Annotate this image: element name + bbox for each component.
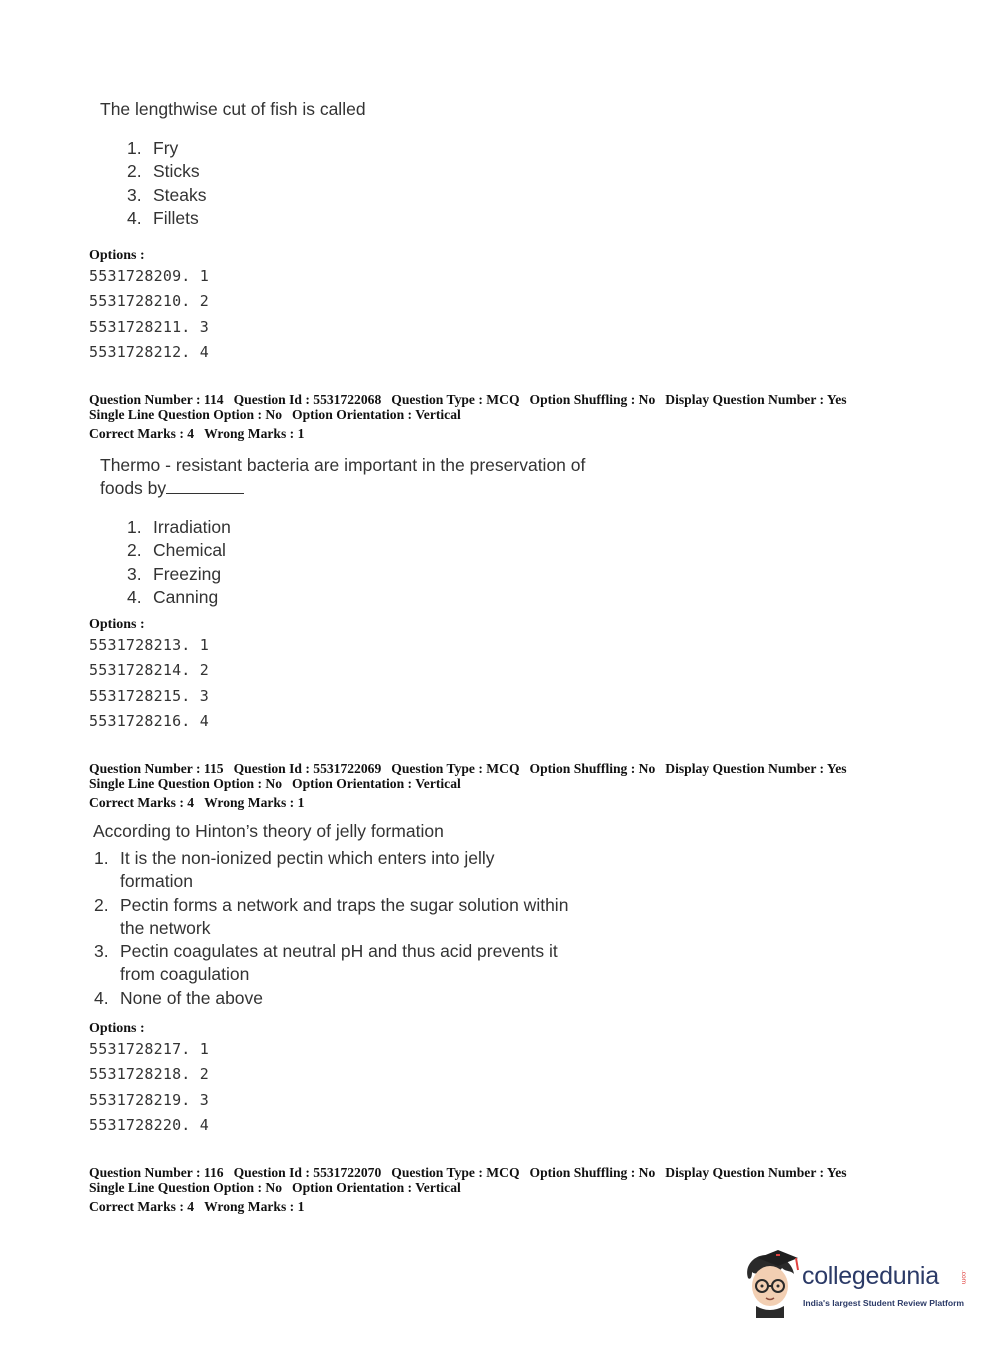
question-115-choices bbox=[94, 847, 568, 1010]
option-id: 5531728211. 3 bbox=[89, 317, 209, 336]
option-id: 5531728217. 1 bbox=[89, 1040, 209, 1058]
question-113-options bbox=[89, 264, 209, 365]
option-id: 5531728212. 4 bbox=[89, 342, 209, 361]
option-id: 5531728213. 1 bbox=[89, 636, 209, 654]
question-115-text: According to Hinton’s theory of jelly formation bbox=[93, 821, 444, 841]
choice: 2. Pectin forms a network and traps the sugar solution within the network bbox=[94, 894, 569, 938]
options-label: Options : bbox=[89, 617, 145, 632]
options-label: Options : bbox=[89, 248, 145, 263]
choice: 3. Freezing bbox=[127, 563, 222, 584]
question-113-choices bbox=[127, 137, 207, 230]
logo-tagline: India's largest Student Review Platform bbox=[803, 1298, 965, 1308]
question-116-meta: Question Number : 116 Question Id : 5531722070 Question Type : MCQ Option Shuffling : No Display Question Number : Yes Single Line Question Option : No Option Orientation : Vertical Correct Marks : 4 Wrong Marks : 1 bbox=[89, 1165, 847, 1214]
option-id: 5531728209. 1 bbox=[89, 267, 209, 285]
choice: 2. Chemical bbox=[127, 540, 226, 561]
choice: 4. Fillets bbox=[127, 207, 199, 228]
answer-blank bbox=[166, 478, 244, 494]
option-id: 5531728219. 3 bbox=[89, 1090, 209, 1109]
question-114-options bbox=[89, 633, 209, 734]
question-115-options bbox=[89, 1037, 209, 1138]
choice: 1. It is the non-ionized pectin which enters into jelly formation bbox=[94, 848, 495, 892]
question-114-choices bbox=[127, 516, 231, 609]
mascot-icon bbox=[740, 1248, 802, 1318]
logo-suffix: .com bbox=[960, 1270, 967, 1285]
question-114-meta: Question Number : 114 Question Id : 5531722068 Question Type : MCQ Option Shuffling : No Display Question Number : Yes Single Line Question Option : No Option Orientation : Vertical Correct Marks : 4 Wrong Marks : 1 bbox=[89, 392, 847, 441]
question-114-text: Thermo - resistant bacteria are important in the preservation of foods by bbox=[100, 455, 586, 498]
options-label: Options : bbox=[89, 1021, 145, 1036]
option-id: 5531728218. 2 bbox=[89, 1065, 209, 1084]
option-id: 5531728220. 4 bbox=[89, 1115, 209, 1134]
option-id: 5531728215. 3 bbox=[89, 686, 209, 705]
question-113-text: The lengthwise cut of fish is called bbox=[100, 99, 366, 119]
choice: 3. Steaks bbox=[127, 184, 207, 205]
choice: 4. Canning bbox=[127, 586, 219, 607]
collegedunia-logo bbox=[740, 1248, 970, 1318]
option-id: 5531728214. 2 bbox=[89, 661, 209, 680]
logo-wordmark: collegedunia bbox=[802, 1262, 939, 1290]
option-id: 5531728210. 2 bbox=[89, 292, 209, 311]
choice: 3. Pectin coagulates at neutral pH and thus acid prevents it from coagulation bbox=[94, 941, 558, 985]
choice: 1. Fry bbox=[127, 138, 179, 158]
question-115-meta: Question Number : 115 Question Id : 5531722069 Question Type : MCQ Option Shuffling : No Display Question Number : Yes Single Line Question Option : No Option Orientation : Vertical Correct Marks : 4 Wrong Marks : 1 bbox=[89, 761, 847, 810]
choice: 1. Irradiation bbox=[127, 517, 231, 537]
choice: 2. Sticks bbox=[127, 161, 200, 182]
choice: 4. None of the above bbox=[94, 987, 264, 1008]
option-id: 5531728216. 4 bbox=[89, 711, 209, 730]
